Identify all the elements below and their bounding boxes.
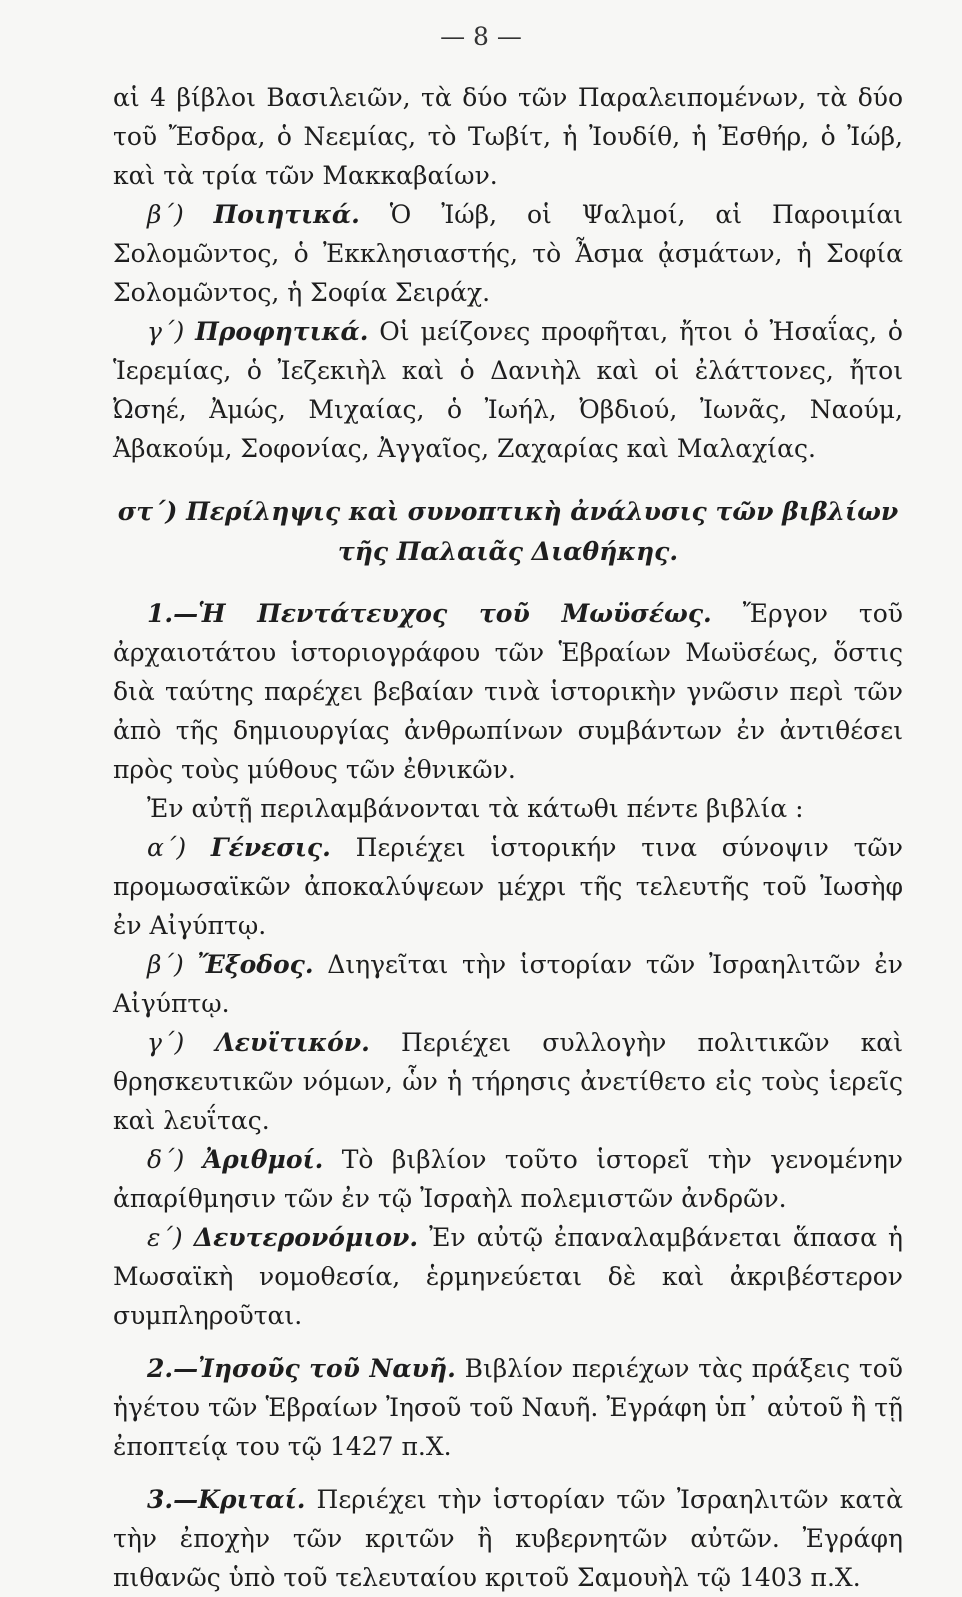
item-heading: Δευτερονόμιον. — [193, 1223, 419, 1252]
item-text: Ἐν αὐτῷ ἐπαναλαμβάνεται ἅπασα ἡ Μωσαϊκὴ νομοθεσία, ἑρμηνεύεται δὲ καὶ ἀκριβέστερον συμπληροῦται. — [113, 1223, 903, 1330]
item-heading: Προφητικά. — [195, 317, 369, 346]
item-text: Περιέχει συλλογὴν πολιτικῶν καὶ θρησκευτικῶν νόμων, ὧν ἡ τήρησις ἀνετίθετο εἰς τοὺς ἱερεῖς καὶ λευΐτας. — [113, 1028, 903, 1135]
paragraph-judges — [113, 1480, 903, 1597]
page-number: — 8 — — [440, 22, 522, 51]
item-heading: Ἀριθμοί. — [202, 1145, 324, 1174]
item-text: Ὁ Ἰώβ, οἱ Ψαλμοί, αἱ Παροιμίαι Σολομῶντος, ὁ Ἐκκλησιαστής, τὸ Ἆσμα ᾀσμάτων, ἡ Σοφία Σολομῶντος, ἡ Σοφία Σειράχ. — [113, 200, 903, 307]
item-marker: ε΄) — [147, 1223, 183, 1252]
section-title-line2: τῆς Παλαιᾶς Διαθήκης. — [337, 537, 679, 566]
item-text: Περιέχει ἱστορικήν τινα σύνοψιν τῶν προμωσαϊκῶν ἀποκαλύψεων μέχρι τῆς τελευτῆς τοῦ Ἰωσὴφ ἐν Αἰγύπτῳ. — [113, 833, 903, 940]
item-marker: δ΄) — [147, 1145, 185, 1174]
paragraph-joshua — [113, 1349, 903, 1466]
item-text: Ἔργον τοῦ ἀρχαιοτάτου ἱστοριογράφου τῶν Ἑβραίων Μωϋσέως, ὅστις διὰ ταύτης παρέχει βεβαίαν τινὰ ἱστορικὴν γνῶσιν περὶ τῶν ἀπὸ τῆς δημιουργίας ἀνθρωπίνων συμβάντων ἐν ἀντιθέσει πρὸς τοὺς μύθους τῶν ἐθνικῶν. — [113, 599, 903, 784]
paragraph-pentateuch-intro: Ἐν αὐτῇ περιλαμβάνονται τὰ κάτωθι πέντε βιβλία : — [147, 794, 804, 823]
item-text: Βιβλίον περιέχων τὰς πράξεις τοῦ ἡγέτου τῶν Ἑβραίων Ἰησοῦ τοῦ Ναυῆ. Ἐγράφη ὑπ᾽ αὐτοῦ ἢ τῇ ἐποπτείᾳ του τῷ 1427 π.Χ. — [113, 1354, 903, 1461]
item-heading: 1.—Ἡ Πεντάτευχος τοῦ Μωϋσέως. — [147, 599, 712, 628]
item-text: Περιέχει τὴν ἱστορίαν τῶν Ἰσραηλιτῶν κατὰ τὴν ἐποχὴν τῶν κριτῶν ἢ κυβερνητῶν αὐτῶν. Ἐγράφη πιθανῶς ὑπὸ τοῦ τελευταίου κριτοῦ Σαμουὴλ τῷ 1403 π.Χ. — [113, 1485, 903, 1592]
item-heading: 2.—Ἰησοῦς τοῦ Ναυῆ. — [147, 1354, 456, 1383]
page-body — [113, 78, 903, 1597]
item-marker: γ΄) — [147, 317, 185, 346]
item-marker: α΄) — [147, 833, 187, 862]
book-item — [113, 1023, 903, 1140]
item-marker: γ΄) — [147, 1028, 185, 1057]
item-heading: Ποιητικά. — [213, 200, 360, 229]
paragraph-pentateuch — [113, 594, 903, 789]
item-text: Οἱ μείζονες προφῆται, ἤτοι ὁ Ἠσαΐας, ὁ Ἱερεμίας, ὁ Ἰεζεκιὴλ καὶ ὁ Δανιὴλ καὶ οἱ ἐλάττονες, ἤτοι Ὠσηέ, Ἀμώς, Μιχαίας, ὁ Ἰωήλ, Ὀβδιού, Ἰωνᾶς, Ναούμ, Ἀβακούμ, Σοφονίας, Ἀγγαῖος, Ζαχαρίας καὶ Μαλαχίας. — [113, 317, 903, 463]
item-heading: Λευϊτικόν. — [215, 1028, 370, 1057]
item-text: Διηγεῖται τὴν ἱστορίαν τῶν Ἰσραηλιτῶν ἐν Αἰγύπτῳ. — [113, 950, 903, 1018]
section-title — [113, 492, 903, 572]
item-heading: 3.—Κριταί. — [147, 1485, 306, 1514]
book-item — [113, 945, 903, 1023]
section-marker: στ΄) — [117, 497, 178, 526]
book-item — [113, 1218, 903, 1335]
item-heading: Ἔξοδος. — [197, 950, 314, 979]
item-marker: β΄) — [147, 200, 184, 229]
paragraph-continuation: αἱ 4 βίβλοι Βασιλειῶν, τὰ δύο τῶν Παραλειπομένων, τὰ δύο τοῦ Ἔσδρα, ὁ Νεεμίας, τὸ Τωβίτ, ἡ Ἰουδίθ, ἡ Ἐσθήρ, ὁ Ἰώβ, καὶ τὰ τρία τῶν Μακκαβαίων. — [113, 83, 903, 190]
book-item — [113, 828, 903, 945]
item-text: Τὸ βιβλίον τοῦτο ἱστορεῖ τὴν γενομένην ἀπαρίθμησιν τῶν ἐν τῷ Ἰσραὴλ πολεμιστῶν ἀνδρῶν. — [113, 1145, 903, 1213]
book-item — [113, 1140, 903, 1218]
paragraph-poetic-books — [113, 195, 903, 312]
paragraph-prophetic-books — [113, 312, 903, 468]
section-title-line1: Περίληψις καὶ συνοπτικὴ ἀνάλυσις τῶν βιβλίων — [186, 497, 899, 526]
item-marker: β΄) — [147, 950, 184, 979]
item-heading: Γένεσις. — [210, 833, 331, 862]
